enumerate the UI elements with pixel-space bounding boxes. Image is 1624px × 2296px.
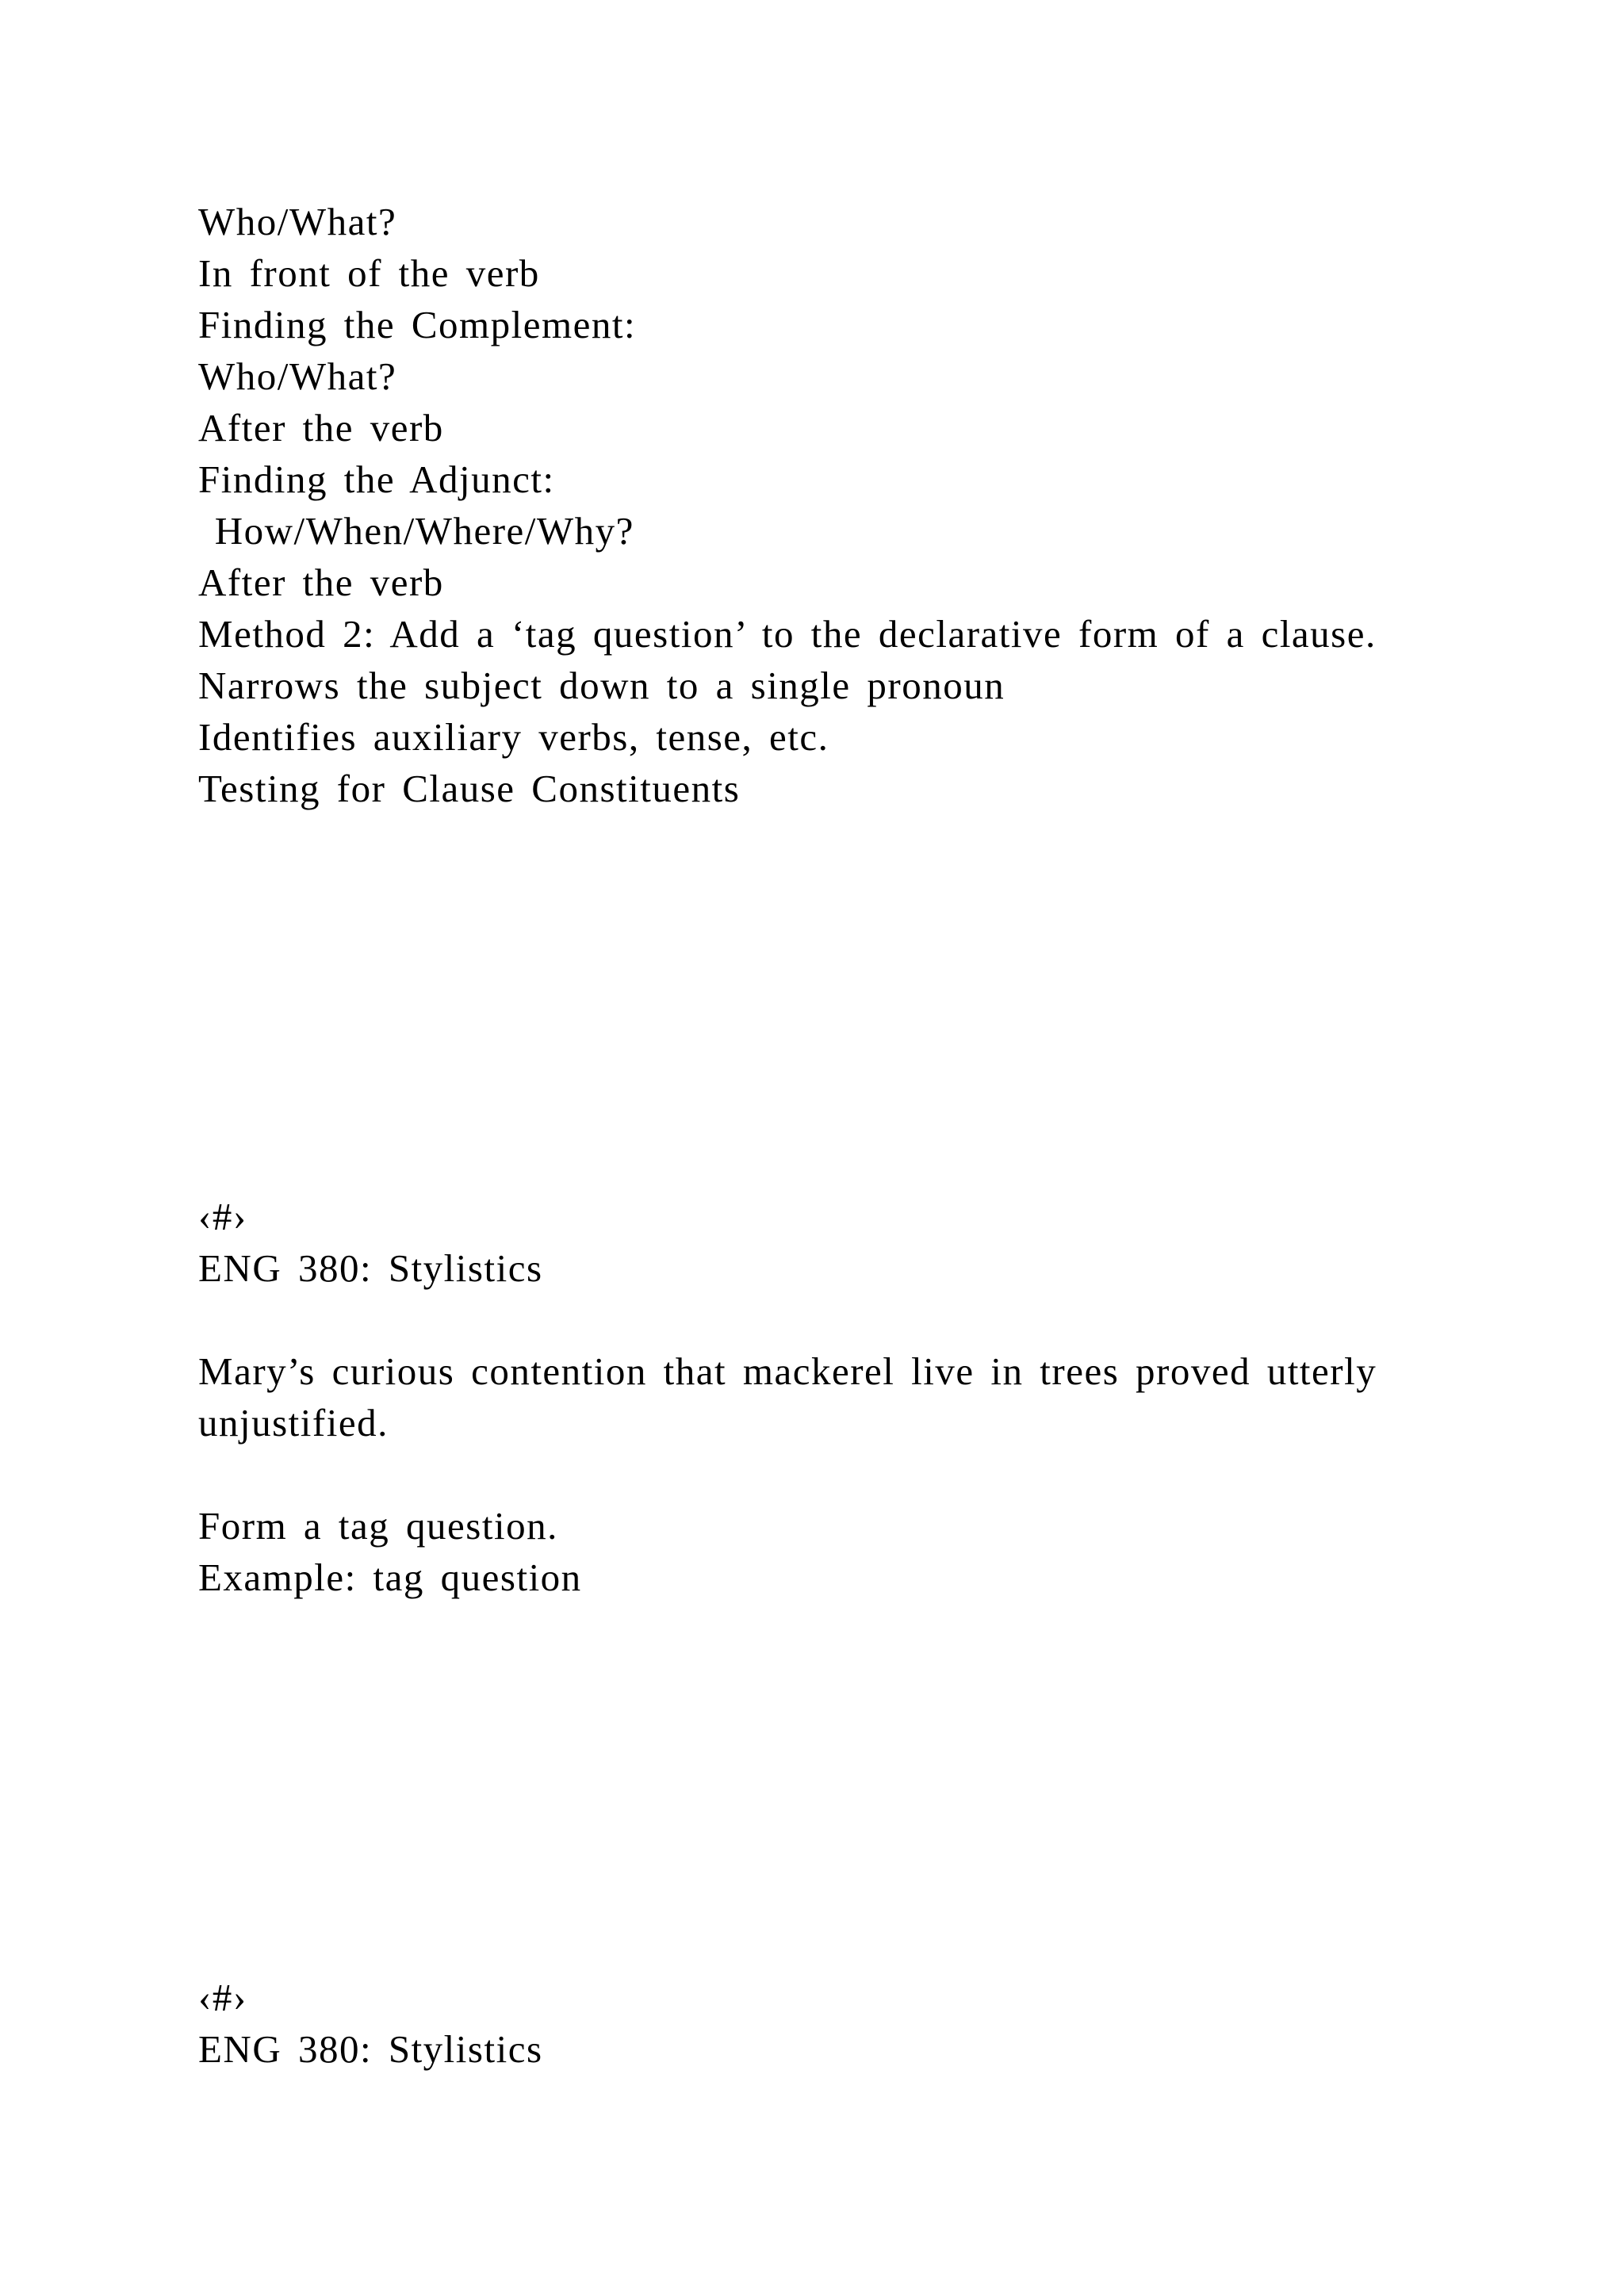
text-line: Who/What? (198, 354, 397, 398)
clause-testing-notes (198, 196, 1435, 814)
text-line: How/When/Where/Why? (198, 509, 634, 553)
slide-footer (198, 1191, 1435, 1294)
slide-title: Testing for Clause Constituents (198, 767, 741, 810)
tag-question-example (198, 1345, 1435, 1603)
slide-title: Example: tag question (198, 1556, 582, 1599)
example-sentence: Mary’s curious contention that mackerel live in trees proved utterly (198, 1349, 1377, 1393)
course-name: ENG 380: Stylistics (198, 1246, 543, 1290)
text-line: Finding the Adjunct: (198, 457, 555, 501)
text-line: Who/What? (198, 200, 397, 243)
slide-number-marker: ‹#› (198, 1976, 247, 2019)
course-name: ENG 380: Stylistics (198, 2027, 543, 2071)
instruction: Form a tag question. (198, 1504, 558, 1548)
text-line: In front of the verb (198, 251, 540, 295)
text-line: After the verb (198, 561, 444, 604)
text-line: Narrows the subject down to a single pronoun (198, 664, 1005, 707)
text-line: After the verb (198, 406, 444, 450)
text-line: Identifies auxiliary verbs, tense, etc. (198, 715, 829, 759)
slide-number-marker: ‹#› (198, 1195, 247, 1238)
example-sentence-continued: unjustified. (198, 1401, 389, 1445)
slide-footer (198, 1972, 1435, 2075)
text-line: Finding the Complement: (198, 303, 637, 346)
text-line: Method 2: Add a ‘tag question’ to the declarative form of a clause. (198, 612, 1377, 656)
spacer (198, 1448, 1435, 1500)
